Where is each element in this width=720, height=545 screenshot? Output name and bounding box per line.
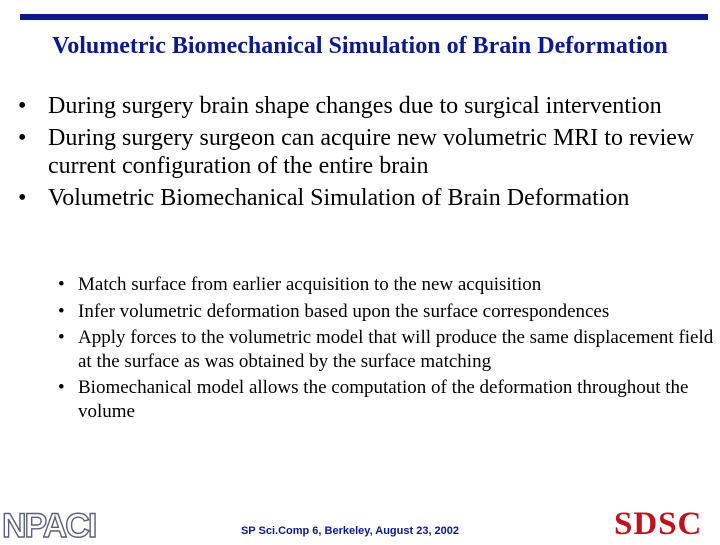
bullet-dot-icon: • — [58, 377, 65, 398]
bullet-dot-icon: • — [18, 125, 27, 151]
bullet-dot-icon: • — [58, 327, 65, 348]
sub-bullet-text: Apply forces to the volumetric model that will produce the same displacement field at the surface as was obtained by the surface matching — [78, 327, 714, 372]
sub-bullet-text: Infer volumetric deformation based upon the surface correspondences — [78, 300, 610, 322]
npaci-logo-icon — [0, 504, 104, 540]
title-rule — [20, 14, 708, 20]
sub-bullet-item — [58, 376, 718, 423]
sub-bullet-item — [58, 300, 718, 324]
slide-title: Volumetric Biomechanical Simulation of Brain Deformation — [52, 33, 668, 59]
bullet-dot-icon: • — [58, 274, 65, 295]
sub-bullet-item — [58, 326, 718, 373]
sub-bullet-text: Match surface from earlier acquisition to the new acquisition — [78, 274, 542, 295]
sdsc-logo: SDSC — [614, 506, 703, 542]
bullet-list — [18, 92, 713, 216]
bullet-dot-icon: • — [58, 300, 65, 322]
bullet-text: Volumetric Biomechanical Simulation of Brain Deformation — [48, 185, 630, 211]
slide-footer: SP Sci.Comp 6, Berkeley, August 23, 2002 — [240, 525, 460, 537]
sub-bullet-item — [58, 273, 718, 297]
bullet-text: During surgery brain shape changes due to surgical intervention — [48, 93, 662, 119]
bullet-text: During surgery surgeon can acquire new volumetric MRI to review current configuration of the entire brain — [48, 125, 695, 179]
sub-bullet-list — [58, 273, 718, 426]
bullet-item — [18, 92, 713, 120]
bullet-item — [18, 184, 713, 212]
svg-text:NPACI: NPACI — [2, 507, 96, 540]
sub-bullet-text: Biomechanical model allows the computation of the deformation throughout the volume — [78, 377, 689, 422]
npaci-logo — [0, 504, 104, 540]
bullet-dot-icon: • — [18, 93, 27, 119]
bullet-dot-icon: • — [18, 185, 27, 211]
bullet-item — [18, 124, 713, 180]
